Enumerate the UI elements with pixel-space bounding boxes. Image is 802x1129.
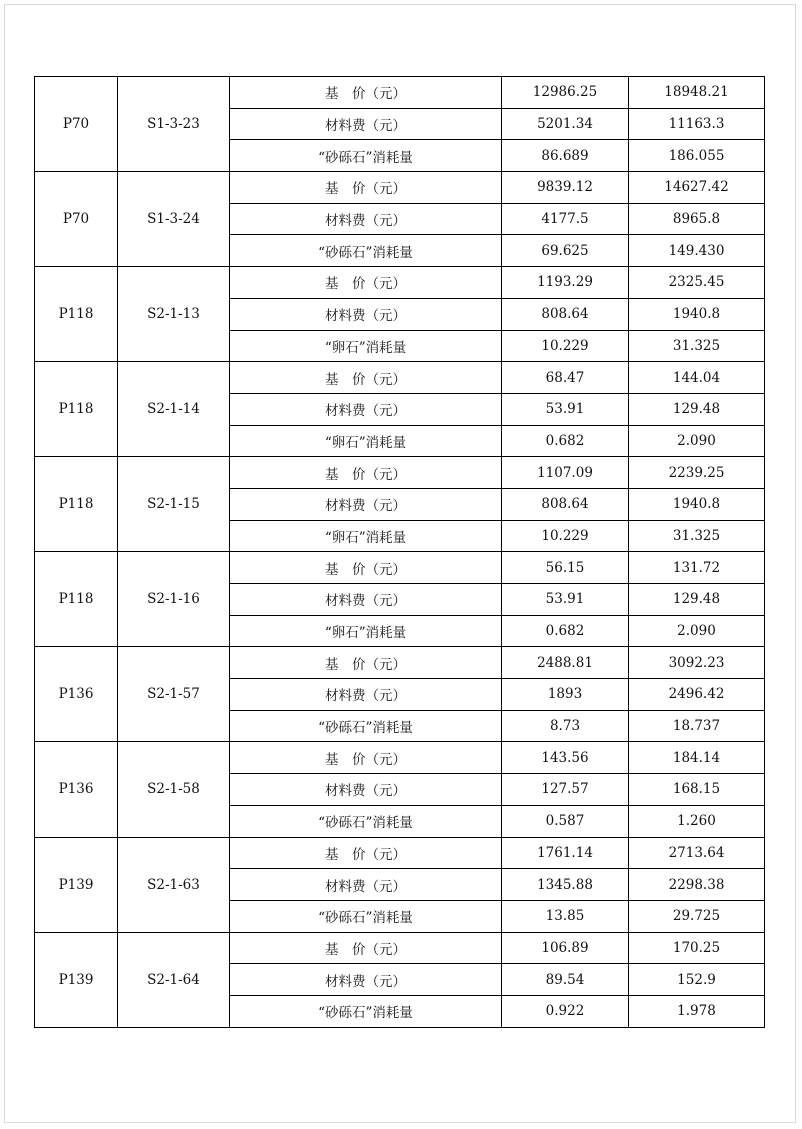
- quota-code-cell: S2-1-15: [118, 457, 230, 552]
- item-name-cell: “卵石”消耗量: [230, 615, 502, 647]
- table-row: [35, 267, 765, 299]
- value-cell: 11163.3: [629, 108, 765, 140]
- value-cell: 56.15: [502, 552, 629, 584]
- item-name-cell: “砂砾石”消耗量: [230, 900, 502, 932]
- quota-code-cell: S2-1-13: [118, 267, 230, 362]
- value-cell: 2.090: [629, 615, 765, 647]
- value-cell: 2488.81: [502, 647, 629, 679]
- page-ref-cell: P70: [35, 172, 118, 267]
- value-cell: 0.682: [502, 425, 629, 457]
- value-cell: 0.922: [502, 995, 629, 1027]
- table-row: [35, 77, 765, 109]
- value-cell: 1893: [502, 679, 629, 711]
- page-ref-cell: P118: [35, 362, 118, 457]
- value-cell: 89.54: [502, 964, 629, 996]
- value-cell: 1940.8: [629, 298, 765, 330]
- value-cell: 149.430: [629, 235, 765, 267]
- value-cell: 31.325: [629, 330, 765, 362]
- value-cell: 2325.45: [629, 267, 765, 299]
- value-cell: 2.090: [629, 425, 765, 457]
- quota-table: [34, 76, 765, 1028]
- item-name-cell: 基 价（元）: [230, 267, 502, 299]
- page-ref-cell: P136: [35, 647, 118, 742]
- value-cell: 53.91: [502, 393, 629, 425]
- value-cell: 1.260: [629, 805, 765, 837]
- quota-code-cell: S2-1-14: [118, 362, 230, 457]
- value-cell: 143.56: [502, 742, 629, 774]
- value-cell: 184.14: [629, 742, 765, 774]
- value-cell: 18.737: [629, 710, 765, 742]
- quota-code-cell: S2-1-57: [118, 647, 230, 742]
- value-cell: 1107.09: [502, 457, 629, 489]
- item-name-cell: 材料费（元）: [230, 393, 502, 425]
- value-cell: 5201.34: [502, 108, 629, 140]
- value-cell: 144.04: [629, 362, 765, 394]
- value-cell: 14627.42: [629, 172, 765, 204]
- item-name-cell: “砂砾石”消耗量: [230, 805, 502, 837]
- item-name-cell: 基 价（元）: [230, 837, 502, 869]
- value-cell: 69.625: [502, 235, 629, 267]
- value-cell: 9839.12: [502, 172, 629, 204]
- item-name-cell: 材料费（元）: [230, 679, 502, 711]
- quota-table-body: [35, 77, 765, 1028]
- value-cell: 53.91: [502, 584, 629, 616]
- item-name-cell: 材料费（元）: [230, 203, 502, 235]
- item-name-cell: 基 价（元）: [230, 742, 502, 774]
- item-name-cell: 基 价（元）: [230, 552, 502, 584]
- value-cell: 129.48: [629, 393, 765, 425]
- quota-code-cell: S2-1-63: [118, 837, 230, 932]
- item-name-cell: 基 价（元）: [230, 362, 502, 394]
- value-cell: 2496.42: [629, 679, 765, 711]
- value-cell: 808.64: [502, 298, 629, 330]
- page-ref-cell: P118: [35, 457, 118, 552]
- value-cell: 152.9: [629, 964, 765, 996]
- value-cell: 3092.23: [629, 647, 765, 679]
- table-row: [35, 172, 765, 204]
- value-cell: 0.587: [502, 805, 629, 837]
- item-name-cell: 材料费（元）: [230, 108, 502, 140]
- item-name-cell: 材料费（元）: [230, 964, 502, 996]
- page-ref-cell: P139: [35, 837, 118, 932]
- item-name-cell: 基 价（元）: [230, 932, 502, 964]
- value-cell: 31.325: [629, 520, 765, 552]
- value-cell: 129.48: [629, 584, 765, 616]
- value-cell: 808.64: [502, 488, 629, 520]
- value-cell: 1940.8: [629, 488, 765, 520]
- item-name-cell: “卵石”消耗量: [230, 520, 502, 552]
- item-name-cell: 基 价（元）: [230, 647, 502, 679]
- value-cell: 1193.29: [502, 267, 629, 299]
- value-cell: 0.682: [502, 615, 629, 647]
- value-cell: 168.15: [629, 774, 765, 806]
- table-row: [35, 552, 765, 584]
- value-cell: 1345.88: [502, 869, 629, 901]
- value-cell: 1761.14: [502, 837, 629, 869]
- value-cell: 10.229: [502, 330, 629, 362]
- item-name-cell: 基 价（元）: [230, 457, 502, 489]
- item-name-cell: “砂砾石”消耗量: [230, 140, 502, 172]
- value-cell: 68.47: [502, 362, 629, 394]
- value-cell: 2239.25: [629, 457, 765, 489]
- value-cell: 186.055: [629, 140, 765, 172]
- item-name-cell: “卵石”消耗量: [230, 330, 502, 362]
- value-cell: 18948.21: [629, 77, 765, 109]
- value-cell: 10.229: [502, 520, 629, 552]
- item-name-cell: 基 价（元）: [230, 172, 502, 204]
- item-name-cell: 基 价（元）: [230, 77, 502, 109]
- page-ref-cell: P70: [35, 77, 118, 172]
- value-cell: 2713.64: [629, 837, 765, 869]
- item-name-cell: “砂砾石”消耗量: [230, 235, 502, 267]
- table-row: [35, 647, 765, 679]
- value-cell: 127.57: [502, 774, 629, 806]
- value-cell: 12986.25: [502, 77, 629, 109]
- value-cell: 13.85: [502, 900, 629, 932]
- item-name-cell: “砂砾石”消耗量: [230, 995, 502, 1027]
- value-cell: 4177.5: [502, 203, 629, 235]
- item-name-cell: “砂砾石”消耗量: [230, 710, 502, 742]
- quota-code-cell: S1-3-24: [118, 172, 230, 267]
- item-name-cell: 材料费（元）: [230, 488, 502, 520]
- item-name-cell: 材料费（元）: [230, 298, 502, 330]
- item-name-cell: 材料费（元）: [230, 774, 502, 806]
- value-cell: 29.725: [629, 900, 765, 932]
- item-name-cell: 材料费（元）: [230, 584, 502, 616]
- value-cell: 106.89: [502, 932, 629, 964]
- value-cell: 1.978: [629, 995, 765, 1027]
- quota-code-cell: S2-1-64: [118, 932, 230, 1027]
- item-name-cell: 材料费（元）: [230, 869, 502, 901]
- value-cell: 8.73: [502, 710, 629, 742]
- quota-code-cell: S2-1-16: [118, 552, 230, 647]
- value-cell: 170.25: [629, 932, 765, 964]
- quota-code-cell: S2-1-58: [118, 742, 230, 837]
- item-name-cell: “卵石”消耗量: [230, 425, 502, 457]
- table-row: [35, 837, 765, 869]
- page-ref-cell: P136: [35, 742, 118, 837]
- page-ref-cell: P118: [35, 552, 118, 647]
- value-cell: 86.689: [502, 140, 629, 172]
- table-row: [35, 742, 765, 774]
- quota-code-cell: S1-3-23: [118, 77, 230, 172]
- value-cell: 2298.38: [629, 869, 765, 901]
- table-row: [35, 362, 765, 394]
- value-cell: 131.72: [629, 552, 765, 584]
- page-ref-cell: P118: [35, 267, 118, 362]
- page-ref-cell: P139: [35, 932, 118, 1027]
- table-row: [35, 457, 765, 489]
- table-row: [35, 932, 765, 964]
- value-cell: 8965.8: [629, 203, 765, 235]
